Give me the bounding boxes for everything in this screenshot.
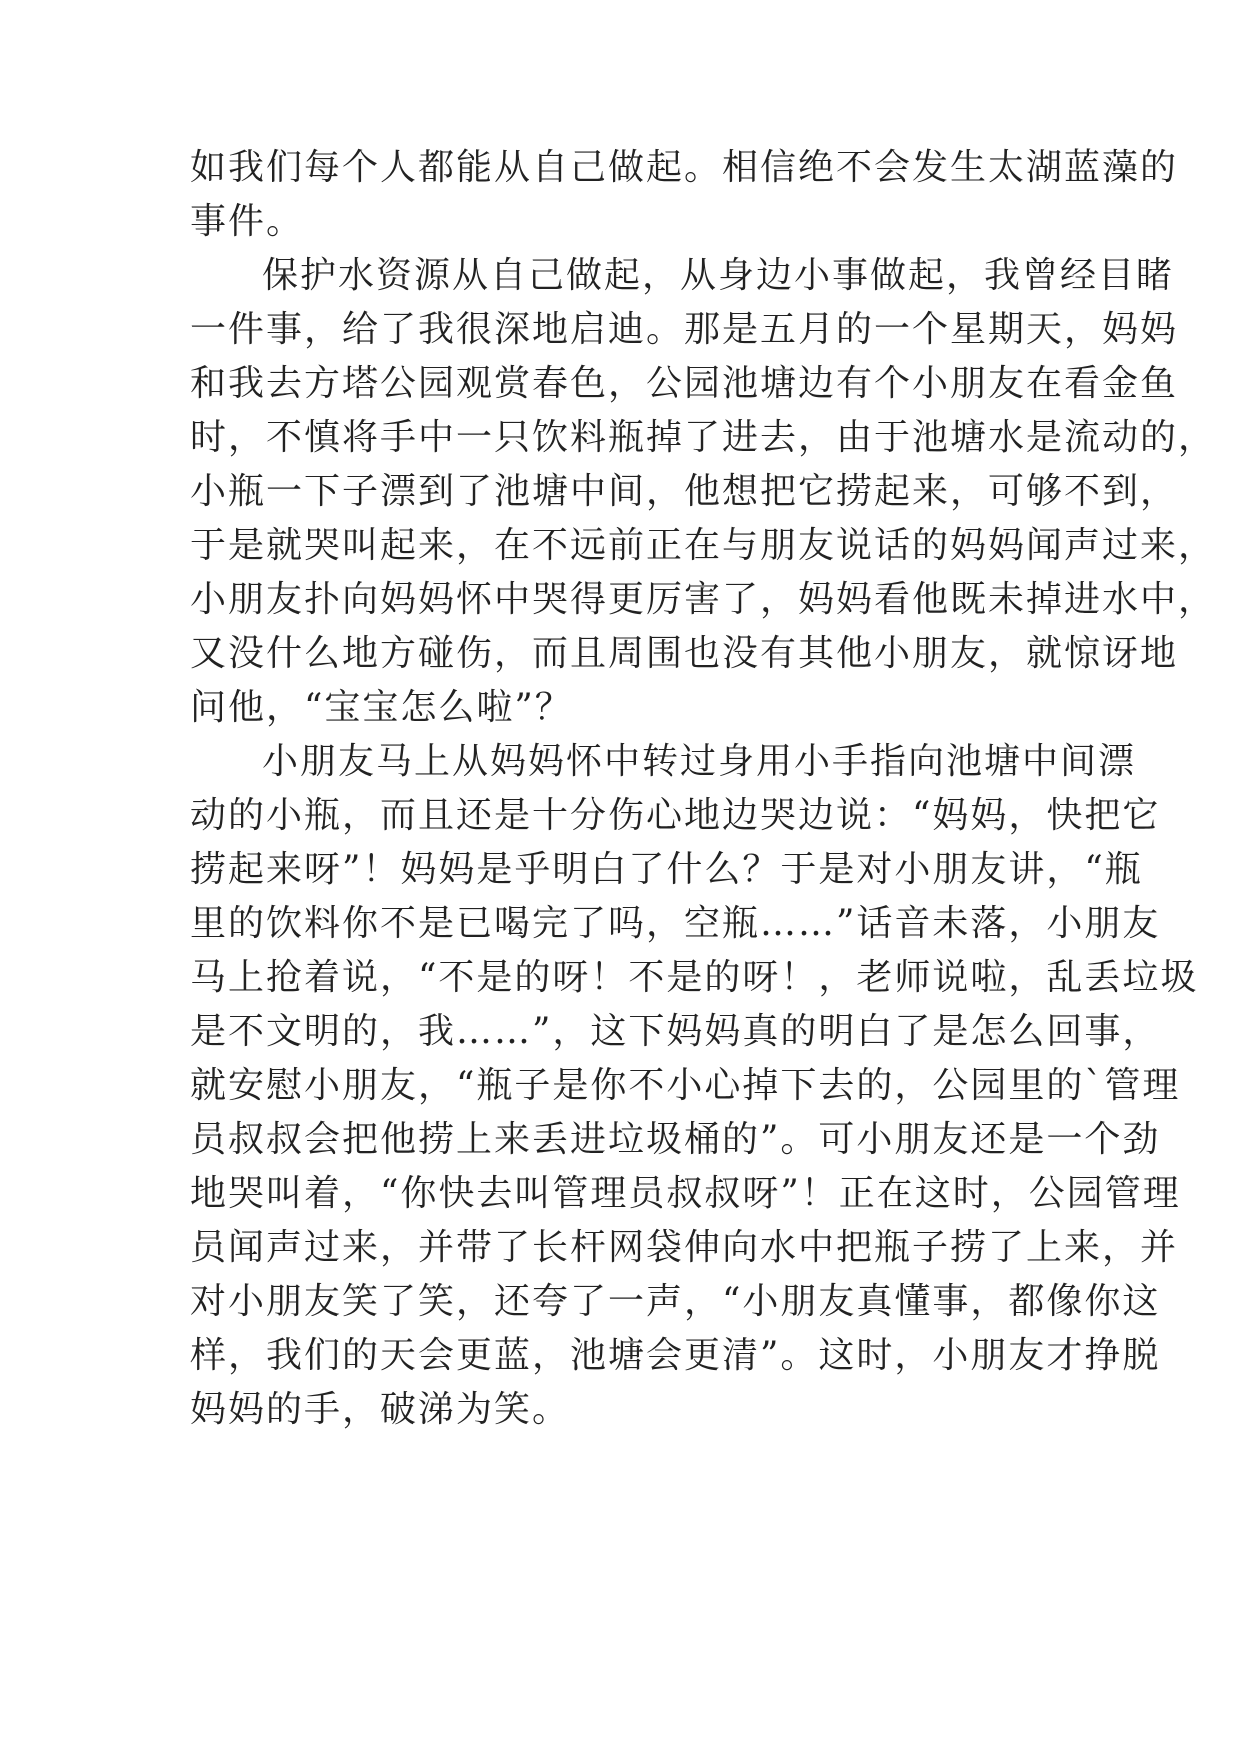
text-line: 如我们每个人都能从自己做起。相信绝不会发生太湖蓝藻的 [190,147,1179,188]
text-line: 时，不慎将手中一只饮料瓶掉了进去，由于池塘水是流动的， [190,417,1217,458]
text-line: 小瓶一下子漂到了池塘中间，他想把它捞起来，可够不到， [190,471,1179,512]
text-line: 动的小瓶，而且还是十分伤心地边哭边说：“妈妈，快把它 [190,795,1161,836]
text-line: 又没什么地方碰伤，而且周围也没有其他小朋友，就惊讶地 [190,633,1179,674]
text-line: 是不文明的，我……”，这下妈妈真的明白了是怎么回事， [190,1011,1161,1052]
text-line: 员叔叔会把他捞上来丢进垃圾桶的”。可小朋友还是一个劲 [190,1119,1161,1160]
text-line: 地哭叫着，“你快去叫管理员叔叔呀”！正在这时，公园管理 [190,1173,1181,1214]
text-line: 一件事，给了我很深地启迪。那是五月的一个星期天，妈妈 [190,309,1179,350]
text-line: 小朋友马上从妈妈怀中转过身用小手指向池塘中间漂 [262,741,1137,782]
text-line: 小朋友扑向妈妈怀中哭得更厉害了，妈妈看他既未掉进水中， [190,579,1217,620]
text-line: 对小朋友笑了笑，还夸了一声，“小朋友真懂事，都像你这 [190,1281,1161,1322]
text-line: 和我去方塔公园观赏春色，公园池塘边有个小朋友在看金鱼 [190,363,1179,404]
text-line: 员闻声过来，并带了长杆网袋伸向水中把瓶子捞了上来，并 [190,1227,1179,1268]
text-line: 妈妈的手，破涕为笑。 [190,1389,571,1430]
text-line: 马上抢着说，“不是的呀！不是的呀！，老师说啦，乱丢垃圾 [190,957,1199,998]
text-line: 问他，“宝宝怎么啦”？ [190,687,573,728]
text-line: 就安慰小朋友，“瓶子是你不小心掉下去的，公园里的`管理 [190,1065,1181,1106]
text-line: 里的饮料你不是已喝完了吗，空瓶……”话音未落，小朋友 [190,903,1161,944]
text-line: 捞起来呀”！妈妈是乎明白了什么？于是对小朋友讲，“瓶 [190,849,1143,890]
text-line: 样，我们的天会更蓝，池塘会更清”。这时，小朋友才挣脱 [190,1335,1161,1376]
text-line: 保护水资源从自己做起，从身边小事做起，我曾经目睹 [262,255,1175,296]
text-line: 于是就哭叫起来，在不远前正在与朋友说话的妈妈闻声过来， [190,525,1217,566]
text-line: 事件。 [190,201,305,242]
